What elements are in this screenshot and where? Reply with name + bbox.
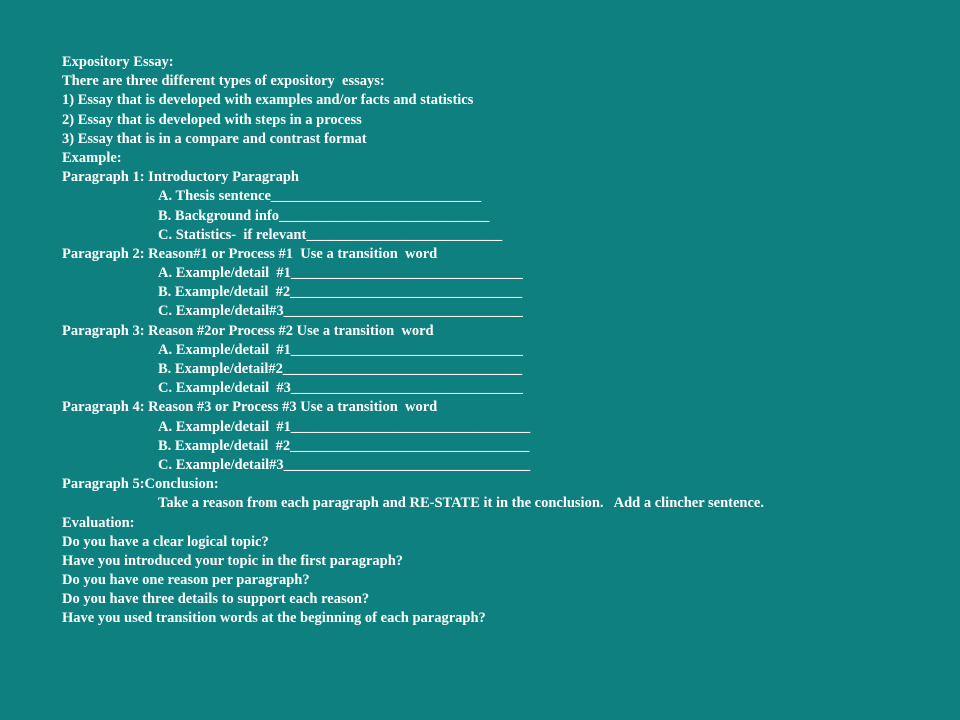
conclusion-text: Take a reason from each paragraph and RE-STATE it in the conclusion. Add a clincher sentence. (158, 495, 764, 512)
paragraph-3-item-a: A. Example/detail #1________________________________ (158, 341, 523, 358)
essay-type-3: 3) Essay that is in a compare and contrast format (62, 130, 367, 147)
paragraph-4-item-b: B. Example/detail #2_________________________________ (158, 437, 530, 454)
paragraph-2-item-c: C. Example/detail#3_________________________________ (158, 303, 523, 320)
slide-content (62, 53, 942, 629)
evaluation-question-5: Have you used transition words at the beginning of each paragraph? (62, 610, 486, 627)
evaluation-question-3: Do you have one reason per paragraph? (62, 572, 310, 589)
intro-line: There are three different types of expository essays: (62, 73, 385, 90)
paragraph-1-item-a: A. Thesis sentence_____________________________ (158, 188, 482, 205)
essay-type-1: 1) Essay that is developed with examples and/or facts and statistics (62, 92, 474, 109)
paragraph-3-item-c: C. Example/detail #3________________________________ (158, 380, 523, 397)
evaluation-question-4: Do you have three details to support each reason? (62, 591, 370, 608)
conclusion-title: Paragraph 5:Conclusion: (62, 476, 219, 493)
paragraph-2-item-b: B. Example/detail #2________________________________ (158, 284, 523, 301)
paragraph-4-item-c: C. Example/detail#3__________________________________ (158, 456, 531, 473)
evaluation-question-1: Do you have a clear logical topic? (62, 533, 269, 550)
evaluation-question-2: Have you introduced your topic in the first paragraph? (62, 552, 404, 569)
heading: Expository Essay: (62, 54, 174, 70)
essay-type-2: 2) Essay that is developed with steps in a process (62, 111, 362, 128)
paragraph-3-item-b: B. Example/detail#2_________________________________ (158, 361, 523, 377)
paragraph-4-title: Paragraph 4: Reason #3 or Process #3 Use a transition word (62, 399, 438, 416)
paragraph-1-item-b: B. Background info_____________________________ (158, 207, 490, 224)
paragraph-3-title: Paragraph 3: Reason #2or Process #2 Use a transition word (62, 322, 434, 339)
paragraph-2-title: Paragraph 2: Reason#1 or Process #1 Use a transition word (62, 245, 438, 262)
paragraph-2-item-a: A. Example/detail #1________________________________ (158, 265, 523, 282)
example-label: Example: (62, 149, 122, 166)
evaluation-title: Evaluation: (62, 514, 135, 531)
paragraph-1-title: Paragraph 1: Introductory Paragraph (62, 169, 299, 186)
paragraph-4-item-a: A. Example/detail #1_________________________________ (158, 418, 531, 435)
paragraph-1-item-c: C. Statistics- if relevant___________________________ (158, 226, 503, 243)
